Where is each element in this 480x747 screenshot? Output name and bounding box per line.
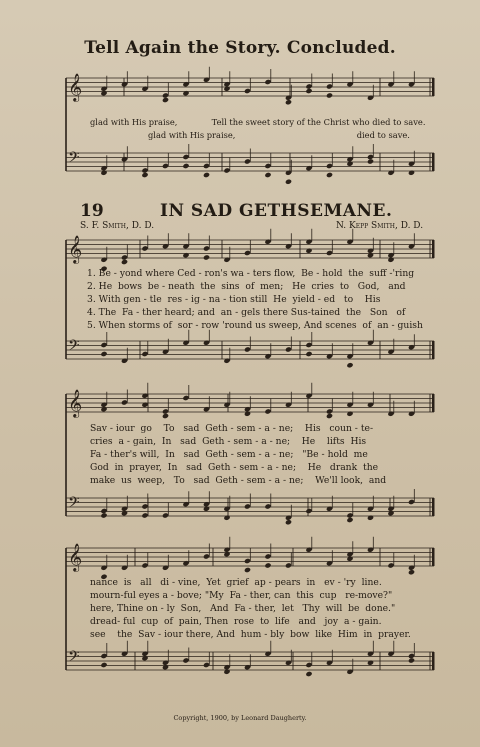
hymn-title: IN SAD GETHSEMANE. (160, 201, 393, 221)
system-0-treble-note (285, 99, 292, 105)
hymn-number: 19 (80, 201, 104, 221)
system-2-treble-note (162, 413, 169, 419)
verse-1-line-3: nance is all di - vine, Yet grief ap - pears in ev - 'ry line. (90, 577, 382, 588)
lyricist-credit: S. F. Smith, D. D. (80, 221, 155, 231)
system-2-bass-note (346, 517, 353, 523)
system-0-treble-note (162, 97, 169, 103)
verse-4-line-1: 4. The Fa - ther heard; and an - gels there Sus-tained the Son of (87, 307, 406, 318)
system-0-bass-note (264, 172, 271, 178)
system-3-bass-note (367, 660, 374, 666)
system-0-treble-note (326, 92, 333, 98)
system-3-treble-note (346, 556, 353, 562)
verse-5-line-2: make us weep, To sad Geth - sem - a - ne; We'll look, and (90, 475, 387, 486)
system-1-bass-end-barline (432, 341, 435, 359)
composer-credit: N. Kepp Smith, D. D. (336, 221, 424, 231)
page-title: Tell Again the Story. Concluded. (84, 38, 396, 58)
system-2-bass-note (100, 512, 107, 518)
system-0-treble-note (182, 90, 189, 96)
system-3-bass-end-barline (432, 652, 435, 670)
verse-4-line-2: God in prayer, In sad Geth - sem - a - ne; He drank the (90, 462, 379, 473)
system-0-bass-note (285, 179, 292, 185)
system-3-bass-note (162, 664, 169, 670)
verse-1-line-2: Sav - iour go To sad Geth - sem - a - ne; His coun - te- (90, 423, 374, 434)
system-2-bass-note (223, 515, 230, 521)
system-0-bass-note (408, 170, 415, 176)
system-0-treble-staff-clef-icon: 𝄞 (68, 73, 83, 101)
verse-5-line-3: see the Sav - iour there, And hum - bly bow like Him in prayer. (90, 629, 411, 640)
verse-4-line-3: dread- ful cup of pain, Then rose to life and joy a - gain. (90, 616, 382, 627)
system-3-bass-note (100, 662, 107, 668)
system-2-bass-note (121, 510, 128, 516)
verse-3-line-1: 3. With gen - tle res - ig - na - tion still He yield - ed to His (87, 294, 381, 305)
verse-3-line-3: here, Thine on - ly Son, And Fa - ther, let Thy will be done." (90, 603, 396, 614)
system-1-treble-note (387, 257, 394, 263)
system-3-bass-note (141, 655, 148, 661)
system-3-bass-note (305, 671, 312, 677)
verse-5-line-1: 5. When storms of sor - row 'round us sweep, And scenes of an - guish (87, 320, 423, 331)
system-1-treble-note (121, 259, 128, 265)
system-2-bass-note (141, 512, 148, 518)
system-2-treble-note (346, 411, 353, 417)
system-2-treble-note (326, 413, 333, 419)
system-1-treble-note (182, 252, 189, 258)
system-1-treble-staff-clef-icon: 𝄞 (68, 235, 83, 263)
system-0-bass-note (367, 158, 374, 164)
system-1-bass-note (305, 351, 312, 357)
system-3-bass-note (223, 669, 230, 675)
system-2-bass-note (203, 506, 210, 512)
system-1-treble-end-barline (432, 240, 435, 258)
system-2-treble-note (141, 402, 148, 408)
system-0-treble-end-barline (432, 78, 435, 96)
system-3-bass-staff-clef-icon: 𝄢 (68, 648, 80, 669)
system-0-treble-note (100, 90, 107, 96)
system-2-treble-note (100, 406, 107, 412)
system-2-treble-note (244, 411, 251, 417)
system-0-bass-note (100, 170, 107, 176)
system-1-bass-staff-clef-icon: 𝄢 (68, 337, 80, 358)
system-0-bass-note (326, 172, 333, 178)
system-2-bass-note (387, 510, 394, 516)
system-2-bass-end-barline (432, 498, 435, 516)
system-0-bass-staff-clef-icon: 𝄢 (68, 149, 80, 170)
system-2-treble-staff-clef-icon: 𝄞 (68, 389, 83, 417)
system-3-treble-end-barline (432, 548, 435, 566)
top-lyric-1: glad with His praise, Tell the sweet story of the Christ who died to save. (90, 117, 426, 127)
verse-2-line-2: cries a - gain, In sad Geth - sem - a - ne; He lifts His (90, 436, 367, 447)
system-1-treble-note (367, 252, 374, 258)
system-3-treble-staff-clef-icon: 𝄞 (68, 543, 83, 571)
system-1-treble-note (203, 254, 210, 260)
system-2-bass-note (367, 515, 374, 521)
system-2-bass-note (285, 519, 292, 525)
system-2-bass-staff-clef-icon: 𝄢 (68, 494, 80, 515)
system-0-bass-note (346, 161, 353, 167)
system-3-treble-note (244, 567, 251, 573)
system-1-bass-note (346, 362, 353, 368)
system-2-treble-end-barline (432, 394, 435, 412)
verse-2-line-3: mourn-ful eyes a - bove; "My Fa - ther, can this cup re-move?" (90, 590, 393, 601)
verse-3-line-2: Fa - ther's will, In sad Geth - sem - a - ne; "Be - hold me (90, 449, 368, 460)
system-1-treble-note (305, 248, 312, 254)
system-3-treble-note (264, 562, 271, 568)
system-1-bass-note (100, 351, 107, 357)
copyright-notice: Copyright, 1900, by Leonard Daugherty. (173, 714, 307, 722)
verse-1-line-1: 1. Be - yond where Ced - ron's wa - ters flow, Be - hold the suff -'ring (87, 268, 415, 279)
system-3-treble-note (223, 551, 230, 557)
system-0-treble-note (223, 86, 230, 92)
verse-2-line-1: 2. He bows be - neath the sins of men; He cries to God, and (87, 281, 406, 292)
system-0-bass-note (182, 163, 189, 169)
system-0-bass-end-barline (432, 153, 435, 171)
system-0-treble-note (305, 88, 312, 94)
system-0-bass-note (141, 172, 148, 178)
top-lyric-2: glad with His praise, died to save. (148, 130, 410, 140)
system-3-treble-note (408, 569, 415, 575)
system-0-bass-note (203, 172, 210, 178)
system-3-bass-note (408, 657, 415, 663)
